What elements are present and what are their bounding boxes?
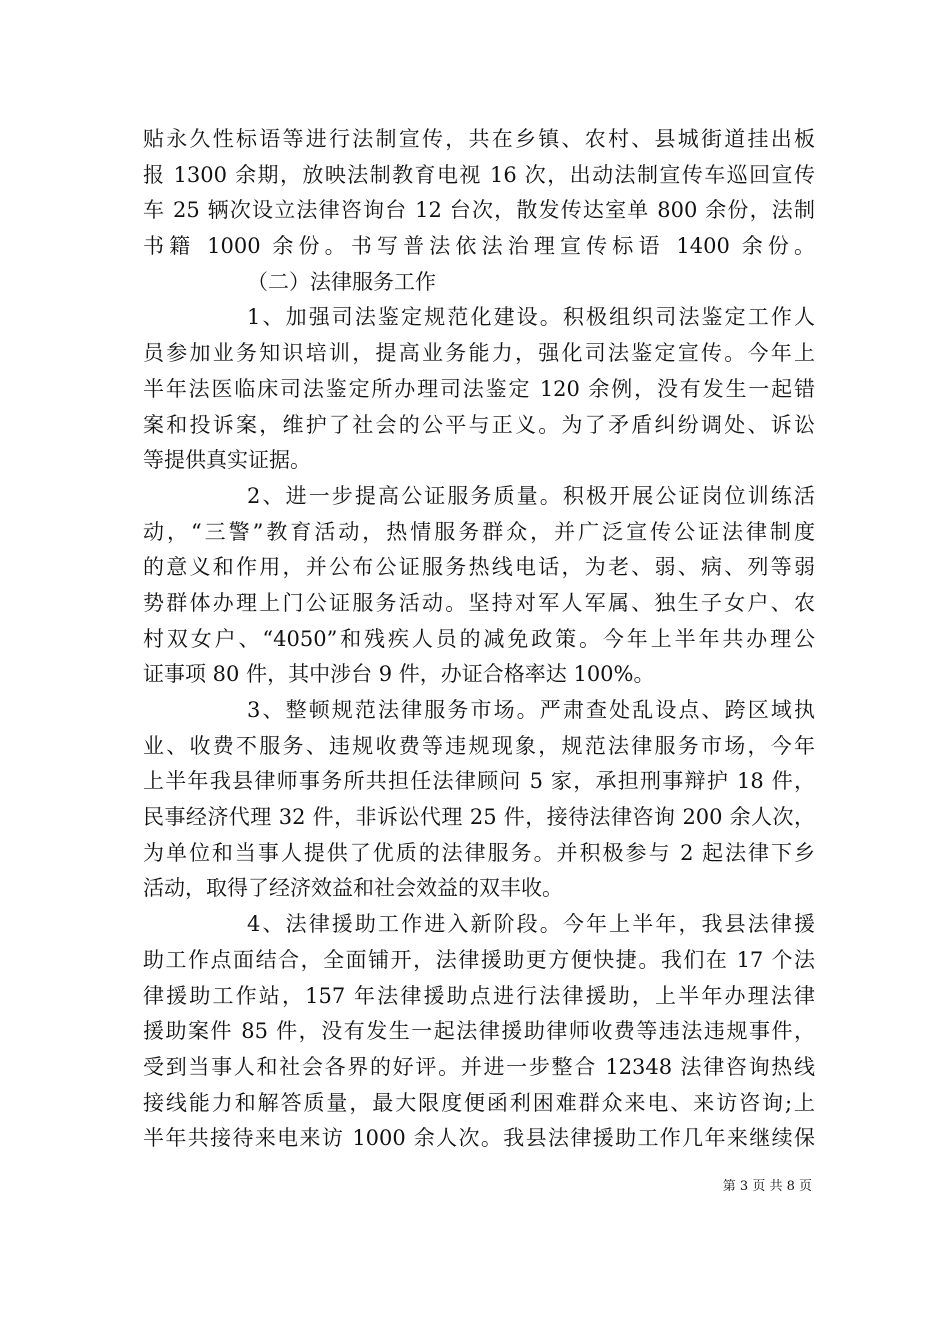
text-line: 车 25 辆次设立法律咨询台 12 台次，散发传达室单 800 余份，法制: [143, 198, 815, 223]
text-line: 半年共接待来电来访 1000 余人次。我县法律援助工作几年来继续保: [143, 1126, 815, 1151]
text-line: 等提供真实证据。: [143, 448, 311, 473]
text-line: 援助案件 85 件，没有发生一起法律援助律师收费等违法违规事件，: [143, 1019, 815, 1044]
text-line: 为单位和当事人提供了优质的法律服务。并积极参与 2 起法律下乡: [143, 840, 815, 865]
paragraph: [143, 907, 815, 1157]
text-line: 半年法医临床司法鉴定所办理司法鉴定 120 余例，没有发生一起错: [143, 376, 815, 401]
text-line: 报 1300 余期，放映法制教育电视 16 次，出动法制宣传车巡回宣传: [143, 162, 815, 187]
paragraph: [143, 122, 815, 265]
text-line: 上半年我县律师事务所共担任法律顾问 5 家，承担刑事辩护 18 件，: [143, 769, 815, 794]
text-line: 4、法律援助工作进入新阶段。今年上半年，我县法律援: [247, 912, 815, 937]
text-line: 书籍 1000 余份。书写普法依法治理宣传标语 1400 余份。: [143, 234, 815, 259]
text-line: 案和投诉案，维护了社会的公平与正义。为了矛盾纠纷调处、诉讼: [143, 412, 815, 437]
text-line: 势群体办理上门公证服务活动。坚持对军人军属、独生子女户、农: [143, 590, 815, 615]
text-line: 贴永久性标语等进行法制宣传，共在乡镇、农村、县城街道挂出板: [143, 127, 815, 151]
paragraph: [143, 479, 815, 693]
text-line: 3、整顿规范法律服务市场。严肃查处乱设点、跨区域执: [247, 698, 815, 722]
paragraph: [143, 693, 815, 907]
text-line: 证事项 80 件，其中涉台 9 件，办证合格率达 100%。: [143, 662, 655, 687]
text-line: 动，“三警”教育活动，热情服务群众，并广泛宣传公证法律制度: [143, 519, 815, 544]
text-line: 1、加强司法鉴定规范化建设。积极组织司法鉴定工作人: [247, 305, 815, 330]
page-number: 第 3 页 共 8 页: [722, 1179, 812, 1194]
paragraph: [143, 300, 815, 478]
text-line: （二）法律服务工作: [247, 269, 436, 294]
document-body: [143, 122, 815, 1157]
text-line: 律援助工作站，157 年法律援助点进行法律援助，上半年办理法律: [143, 983, 815, 1008]
text-line: 民事经济代理 32 件，非诉讼代理 25 件，接待法律咨询 200 余人次，: [143, 805, 815, 830]
text-line: 助工作点面结合，全面铺开，法律援助更方便快捷。我们在 17 个法: [143, 947, 815, 972]
section-heading: [143, 265, 815, 301]
text-line: 接线能力和解答质量，最大限度便函利困难群众来电、来访咨询;上: [143, 1090, 815, 1115]
text-line: 员参加业务知识培训，提高业务能力，强化司法鉴定宣传。今年上: [143, 341, 815, 366]
text-line: 2、进一步提高公证服务质量。积极开展公证岗位训练活: [247, 483, 815, 508]
text-line: 活动，取得了经济效益和社会效益的双丰收。: [143, 876, 563, 901]
text-line: 业、收费不服务、违规收费等违规现象，规范法律服务市场，今年: [143, 733, 815, 758]
text-line: 的意义和作用，并公布公证服务热线电话，为老、弱、病、列等弱: [143, 555, 815, 580]
text-line: 村双女户、“4050”和残疾人员的减免政策。今年上半年共办理公: [143, 626, 815, 651]
text-line: 受到当事人和社会各界的好评。并进一步整合 12348 法律咨询热线: [143, 1054, 815, 1079]
